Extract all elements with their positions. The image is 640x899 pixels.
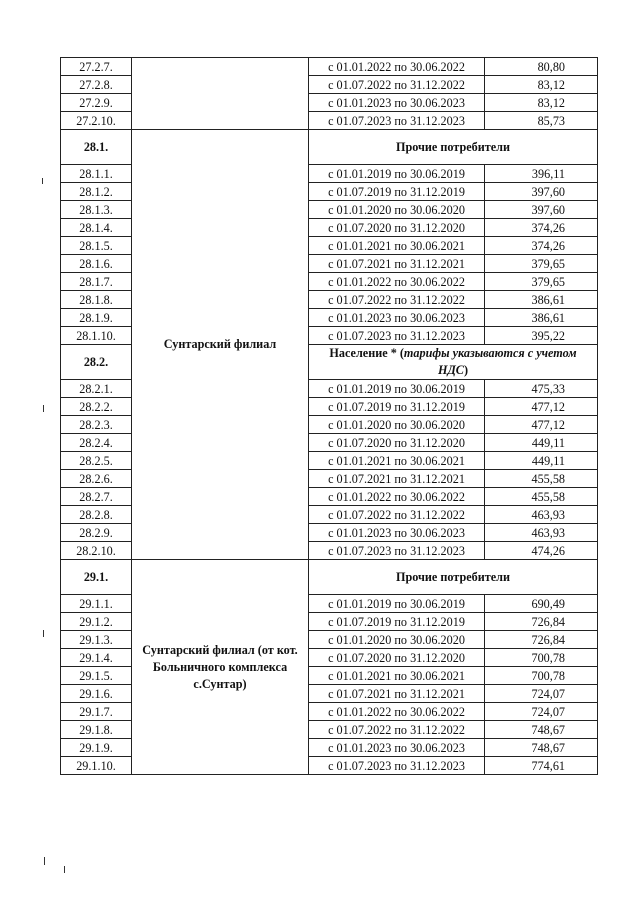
row-period: с 01.07.2023 по 31.12.2023 bbox=[309, 112, 485, 130]
row-value: 463,93 bbox=[485, 524, 598, 542]
row-period: с 01.01.2020 по 30.06.2020 bbox=[309, 631, 485, 649]
section-number: 28.1. bbox=[61, 130, 132, 165]
row-number: 28.2.9. bbox=[61, 524, 132, 542]
row-period: с 01.07.2022 по 31.12.2022 bbox=[309, 291, 485, 309]
row-value: 397,60 bbox=[485, 201, 598, 219]
row-value: 455,58 bbox=[485, 470, 598, 488]
row-value: 379,65 bbox=[485, 273, 598, 291]
row-number: 29.1.8. bbox=[61, 721, 132, 739]
row-period: с 01.07.2023 по 31.12.2023 bbox=[309, 327, 485, 345]
table-row bbox=[61, 58, 598, 76]
row-number: 28.2.10. bbox=[61, 542, 132, 560]
row-number: 28.1.8. bbox=[61, 291, 132, 309]
row-value: 449,11 bbox=[485, 452, 598, 470]
row-value: 724,07 bbox=[485, 703, 598, 721]
row-value: 83,12 bbox=[485, 94, 598, 112]
section-title-note: тарифы указываются с учетом НДС bbox=[403, 346, 577, 377]
margin-mark bbox=[44, 857, 45, 865]
row-period: с 01.01.2019 по 30.06.2019 bbox=[309, 380, 485, 398]
row-value: 85,73 bbox=[485, 112, 598, 130]
row-period: с 01.01.2020 по 30.06.2020 bbox=[309, 416, 485, 434]
row-value: 700,78 bbox=[485, 667, 598, 685]
row-value: 449,11 bbox=[485, 434, 598, 452]
row-number: 28.1.3. bbox=[61, 201, 132, 219]
row-period: с 01.01.2023 по 30.06.2023 bbox=[309, 309, 485, 327]
section-title-text: Население * ( bbox=[329, 346, 404, 360]
row-number: 29.1.2. bbox=[61, 613, 132, 631]
row-number: 29.1.4. bbox=[61, 649, 132, 667]
row-period: с 01.01.2019 по 30.06.2019 bbox=[309, 595, 485, 613]
row-period: с 01.01.2023 по 30.06.2023 bbox=[309, 94, 485, 112]
branch-cell-empty bbox=[132, 58, 309, 130]
row-number: 28.2.4. bbox=[61, 434, 132, 452]
row-number: 28.1.6. bbox=[61, 255, 132, 273]
row-value: 477,12 bbox=[485, 398, 598, 416]
row-period: с 01.01.2022 по 30.06.2022 bbox=[309, 703, 485, 721]
row-period: с 01.07.2019 по 31.12.2019 bbox=[309, 183, 485, 201]
row-number: 28.1.7. bbox=[61, 273, 132, 291]
row-value: 748,67 bbox=[485, 721, 598, 739]
row-number: 28.1.9. bbox=[61, 309, 132, 327]
row-value: 374,26 bbox=[485, 237, 598, 255]
row-value: 395,22 bbox=[485, 327, 598, 345]
row-number: 28.1.5. bbox=[61, 237, 132, 255]
row-number: 29.1.10. bbox=[61, 757, 132, 775]
row-number: 28.2.7. bbox=[61, 488, 132, 506]
row-number: 28.1.10. bbox=[61, 327, 132, 345]
row-period: с 01.01.2022 по 30.06.2022 bbox=[309, 58, 485, 76]
row-number: 28.2.6. bbox=[61, 470, 132, 488]
row-number: 28.2.5. bbox=[61, 452, 132, 470]
section-title: Прочие потребители bbox=[309, 130, 598, 165]
row-period: с 01.01.2021 по 30.06.2021 bbox=[309, 667, 485, 685]
row-value: 386,61 bbox=[485, 291, 598, 309]
row-period: с 01.07.2021 по 31.12.2021 bbox=[309, 685, 485, 703]
margin-mark bbox=[43, 405, 44, 412]
margin-mark bbox=[42, 178, 43, 184]
row-value: 724,07 bbox=[485, 685, 598, 703]
row-value: 726,84 bbox=[485, 631, 598, 649]
row-period: с 01.01.2021 по 30.06.2021 bbox=[309, 237, 485, 255]
row-period: с 01.01.2022 по 30.06.2022 bbox=[309, 273, 485, 291]
row-number: 29.1.5. bbox=[61, 667, 132, 685]
row-value: 474,26 bbox=[485, 542, 598, 560]
branch-name: Сунтарский филиал bbox=[132, 130, 309, 560]
row-number: 29.1.6. bbox=[61, 685, 132, 703]
row-period: с 01.01.2023 по 30.06.2023 bbox=[309, 524, 485, 542]
row-value: 463,93 bbox=[485, 506, 598, 524]
row-period: с 01.01.2023 по 30.06.2023 bbox=[309, 739, 485, 757]
row-value: 386,61 bbox=[485, 309, 598, 327]
row-value: 83,12 bbox=[485, 76, 598, 94]
row-value: 748,67 bbox=[485, 739, 598, 757]
row-number: 28.2.8. bbox=[61, 506, 132, 524]
section-number: 28.2. bbox=[61, 345, 132, 380]
row-period: с 01.07.2019 по 31.12.2019 bbox=[309, 398, 485, 416]
row-number: 28.1.4. bbox=[61, 219, 132, 237]
row-value: 477,12 bbox=[485, 416, 598, 434]
row-number: 29.1.3. bbox=[61, 631, 132, 649]
row-period: с 01.07.2020 по 31.12.2020 bbox=[309, 649, 485, 667]
row-value: 379,65 bbox=[485, 255, 598, 273]
row-value: 726,84 bbox=[485, 613, 598, 631]
branch-name: Сунтарский филиал (от кот. Больничного комплекса с.Сунтар) bbox=[132, 560, 309, 775]
row-value: 774,61 bbox=[485, 757, 598, 775]
row-period: с 01.01.2022 по 30.06.2022 bbox=[309, 488, 485, 506]
row-number: 28.1.1. bbox=[61, 165, 132, 183]
tariff-table-body bbox=[61, 58, 598, 775]
row-period: с 01.07.2022 по 31.12.2022 bbox=[309, 506, 485, 524]
row-number: 28.2.1. bbox=[61, 380, 132, 398]
section-header-row bbox=[61, 130, 598, 165]
row-period: с 01.07.2020 по 31.12.2020 bbox=[309, 219, 485, 237]
row-value: 455,58 bbox=[485, 488, 598, 506]
section-header-row bbox=[61, 560, 598, 595]
row-number: 28.1.2. bbox=[61, 183, 132, 201]
section-number: 29.1. bbox=[61, 560, 132, 595]
margin-mark bbox=[64, 866, 65, 873]
row-period: с 01.07.2023 по 31.12.2023 bbox=[309, 757, 485, 775]
row-period: с 01.07.2022 по 31.12.2022 bbox=[309, 76, 485, 94]
row-period: с 01.01.2020 по 30.06.2020 bbox=[309, 201, 485, 219]
row-period: с 01.07.2021 по 31.12.2021 bbox=[309, 470, 485, 488]
row-value: 475,33 bbox=[485, 380, 598, 398]
row-period: с 01.07.2020 по 31.12.2020 bbox=[309, 434, 485, 452]
row-number: 29.1.9. bbox=[61, 739, 132, 757]
row-number: 28.2.3. bbox=[61, 416, 132, 434]
row-number: 29.1.7. bbox=[61, 703, 132, 721]
row-number: 27.2.9. bbox=[61, 94, 132, 112]
row-value: 397,60 bbox=[485, 183, 598, 201]
margin-mark bbox=[43, 630, 44, 637]
row-period: с 01.07.2023 по 31.12.2023 bbox=[309, 542, 485, 560]
row-number: 27.2.8. bbox=[61, 76, 132, 94]
row-number: 27.2.10. bbox=[61, 112, 132, 130]
section-title: Прочие потребители bbox=[309, 560, 598, 595]
row-period: с 01.07.2021 по 31.12.2021 bbox=[309, 255, 485, 273]
row-value: 374,26 bbox=[485, 219, 598, 237]
section-title bbox=[309, 345, 598, 380]
row-period: с 01.01.2019 по 30.06.2019 bbox=[309, 165, 485, 183]
row-number: 29.1.1. bbox=[61, 595, 132, 613]
row-number: 27.2.7. bbox=[61, 58, 132, 76]
row-period: с 01.07.2022 по 31.12.2022 bbox=[309, 721, 485, 739]
section-title-end: ) bbox=[463, 363, 468, 377]
tariff-table bbox=[60, 57, 598, 775]
row-value: 690,49 bbox=[485, 595, 598, 613]
row-period: с 01.01.2021 по 30.06.2021 bbox=[309, 452, 485, 470]
row-period: с 01.07.2019 по 31.12.2019 bbox=[309, 613, 485, 631]
row-value: 396,11 bbox=[485, 165, 598, 183]
row-value: 80,80 bbox=[485, 58, 598, 76]
row-number: 28.2.2. bbox=[61, 398, 132, 416]
row-value: 700,78 bbox=[485, 649, 598, 667]
